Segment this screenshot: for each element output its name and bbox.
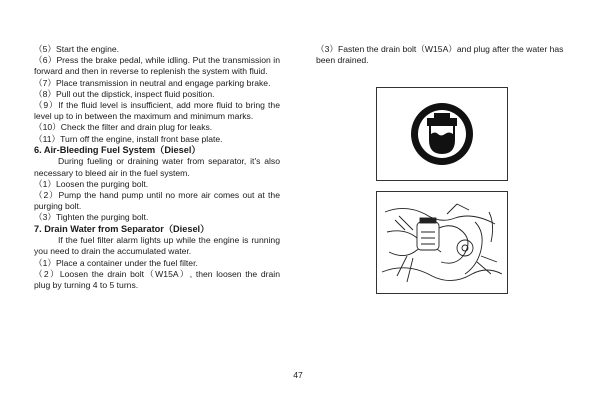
step-8: （8）Pull out the dipstick, inspect fluid position. xyxy=(34,88,215,99)
step-10: （10）Check the filter and drain plug for leaks. xyxy=(34,122,213,133)
fuel-filter-engine-illustration xyxy=(377,192,507,293)
section-7-intro: If the fuel filter alarm lights up while the engine is running you need to drain the accumulated water. xyxy=(34,235,280,257)
section-7-step-2: （2）Loosen the drain bolt（W15A）, then loosen the drain plug by turning 4 to 5 turns. xyxy=(34,268,280,291)
step-11: （11）Turn off the engine, install front base plate. xyxy=(34,133,223,144)
fuel-filter-engine-figure xyxy=(376,191,508,294)
section-7-step-1: （1）Place a container under the fuel filter. xyxy=(34,257,198,268)
section-6-heading: 6. Air-Bleeding Fuel System（Diesel） xyxy=(34,144,201,155)
section-6-step-3: （3）Tighten the purging bolt. xyxy=(34,212,149,223)
water-separator-warning-icon xyxy=(377,88,507,180)
page-number: 47 xyxy=(293,370,303,380)
section-7-heading: 7. Drain Water from Separator（Diesel） xyxy=(34,223,210,234)
right-column xyxy=(316,44,564,66)
section-6-intro: During fueling or draining water from separator, it's also necessary to bleed air in the fuel system. xyxy=(34,156,280,178)
water-separator-warning-figure xyxy=(376,87,508,181)
section-6-step-2: （2）Pump the hand pump until no more air comes out at the purging bolt. xyxy=(34,190,280,212)
step-9: （9）If the fluid level is insufficient, add more fluid to bring the level up to in between the maximum and minimum marks. xyxy=(34,100,280,122)
section-6-step-1: （1）Loosen the purging bolt. xyxy=(34,178,149,189)
section-7-step-3: （3）Fasten the drain bolt（W15A）and plug after the water has been drained. xyxy=(316,44,564,66)
step-5: （5）Start the engine. xyxy=(34,44,120,54)
step-6: （6）Press the brake pedal, while idling. Put the transmission in forward and then in reverse to replenish the system with fluid. xyxy=(34,55,280,77)
step-7: （7）Place transmission in neutral and engage parking brake. xyxy=(34,77,271,88)
left-column xyxy=(34,44,280,291)
